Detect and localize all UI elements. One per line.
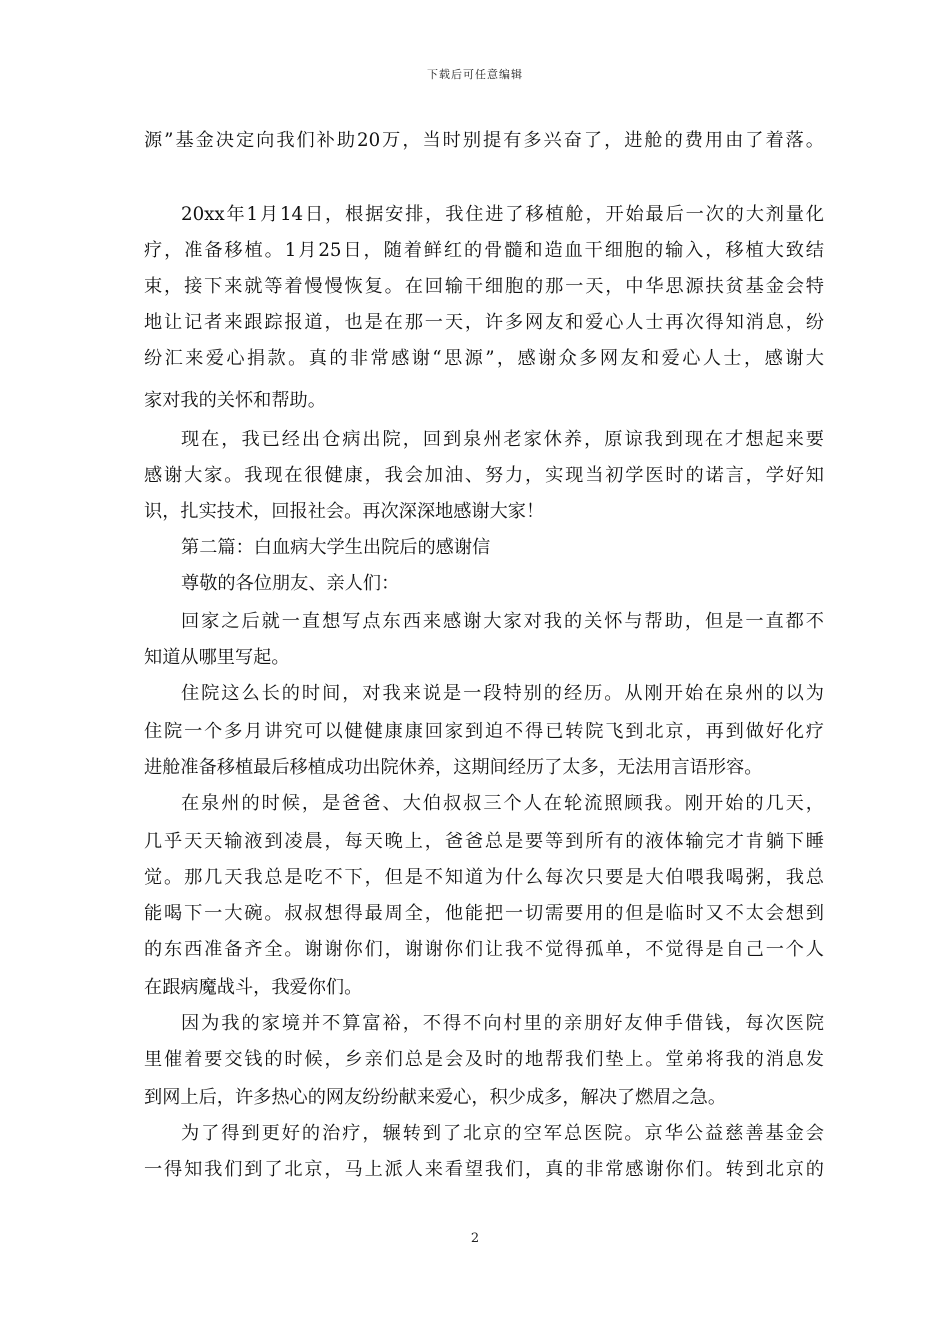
text-line: 几乎天天输液到凌晨，每天晚上，爸爸总是要等到所有的液体输完才肯躺下睡 [144, 831, 824, 852]
text-line: 20xx年1月14日，根据安排，我住进了移植舱，开始最后一次的大剂量化 [181, 204, 824, 225]
text-line: 束，接下来就等着慢慢恢复。在回输干细胞的那一天，中华思源扶贫基金会特 [144, 276, 824, 297]
section-heading: 第二篇：白血病大学生出院后的感谢信 [181, 537, 491, 558]
text-line: 知道从哪里写起。 [144, 647, 290, 668]
text-line: 住院一个多月讲究可以健健康康回家到迫不得已转院飞到北京，再到做好化疗 [144, 721, 824, 742]
text-line: 进舱准备移植最后移植成功出院休养，这期间经历了太多，无法用言语形容。 [144, 757, 763, 778]
salutation: 尊敬的各位朋友、亲人们： [181, 573, 400, 594]
text-line: 家对我的关怀和帮助。 [144, 390, 326, 411]
text-line: 源”基金决定向我们补助20万，当时别提有多兴奋了，进舱的费用由了着落。 [144, 130, 824, 151]
text-line: 能喝下一大碗。叔叔想得最周全，他能把一切需要用的但是临时又不太会想到 [144, 903, 824, 924]
text-line: 在泉州的时候，是爸爸、大伯叔叔三个人在轮流照顾我。刚开始的几天， [181, 793, 824, 814]
text-line: 觉。那几天我总是吃不下，但是不知道为什么每次只要是大伯喂我喝粥，我总 [144, 867, 824, 888]
text-line: 一得知我们到了北京，马上派人来看望我们，真的非常感谢你们。转到北京的 [144, 1159, 824, 1180]
text-line: 识，扎实技术，回报社会。再次深深地感谢大家！ [144, 501, 545, 522]
text-line: 纷汇来爱心捐款。真的非常感谢“思源”，感谢众多网友和爱心人士，感谢大 [144, 348, 824, 369]
text-line: 的东西准备齐全。谢谢你们，谢谢你们让我不觉得孤单，不觉得是自己一个人 [144, 939, 824, 960]
text-line: 感谢大家。我现在很健康，我会加油、努力，实现当初学医时的诺言，学好知 [144, 465, 824, 486]
text-line: 里催着要交钱的时候，乡亲们总是会及时的地帮我们垫上。堂弟将我的消息发 [144, 1049, 824, 1070]
text-line: 因为我的家境并不算富裕，不得不向村里的亲朋好友伸手借钱，每次医院 [181, 1013, 824, 1034]
page-number: 2 [470, 1231, 480, 1246]
text-line: 到网上后，许多热心的网友纷纷献来爱心，积少成多，解决了燃眉之急。 [144, 1087, 727, 1108]
text-line: 现在，我已经出仓病出院，回到泉州老家休养，原谅我到现在才想起来要 [181, 429, 824, 450]
text-line: 回家之后就一直想写点东西来感谢大家对我的关怀与帮助，但是一直都不 [181, 611, 824, 632]
text-line: 疗，准备移植。1月25日，随着鲜红的骨髓和造血干细胞的输入，移植大致结 [144, 240, 824, 261]
text-line: 在跟病魔战斗，我爱你们。 [144, 977, 363, 998]
text-line: 住院这么长的时间，对我来说是一段特别的经历。从刚开始在泉州的以为 [181, 683, 824, 704]
text-line: 为了得到更好的治疗，辗转到了北京的空军总医院。京华公益慈善基金会 [181, 1123, 824, 1144]
text-line: 地让记者来跟踪报道，也是在那一天，许多网友和爱心人士再次得知消息，纷 [144, 312, 824, 333]
page-header: 下载后可任意编辑 [427, 68, 523, 81]
